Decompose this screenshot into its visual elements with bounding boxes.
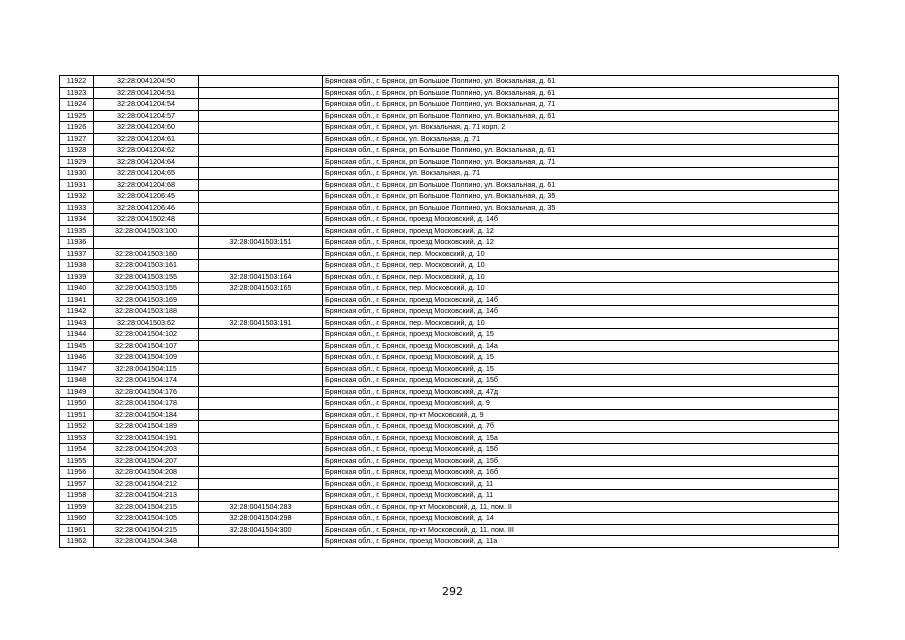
table-row [60, 99, 839, 111]
row-number-cell: 11932 [60, 191, 94, 203]
address-cell: Брянская обл., г. Брянск, проезд Московский, д. 16б [323, 467, 839, 479]
linked-cadastral-number-cell: 32:28:0041504:300 [199, 524, 323, 536]
cadastral-number-cell: 32:28:0041504:203 [94, 444, 199, 456]
address-cell: Брянская обл., г. Брянск, пр-кт Московский, д. 9 [323, 409, 839, 421]
row-number-cell: 11937 [60, 248, 94, 260]
address-cell: Брянская обл., г. Брянск, рп Большое Полпино, ул. Вокзальная, д. 35 [323, 202, 839, 214]
cadastral-number-cell: 32:28:0041204:60 [94, 122, 199, 134]
linked-cadastral-number-cell [199, 145, 323, 157]
cadastral-number-cell: 32:28:0041504:213 [94, 490, 199, 502]
address-cell: Брянская обл., г. Брянск, проезд Московский, д. 7б [323, 421, 839, 433]
row-number-cell: 11939 [60, 271, 94, 283]
cadastral-number-cell: 32:28:0041503:169 [94, 294, 199, 306]
address-cell: Брянская обл., г. Брянск, пр-кт Московский, д. 11, пом. III [323, 524, 839, 536]
table-row [60, 386, 839, 398]
row-number-cell: 11926 [60, 122, 94, 134]
address-cell: Брянская обл., г. Брянск, проезд Московский, д. 15а [323, 432, 839, 444]
row-number-cell: 11948 [60, 375, 94, 387]
address-cell: Брянская обл., г. Брянск, проезд Московский, д. 11а [323, 536, 839, 548]
row-number-cell: 11955 [60, 455, 94, 467]
table-row [60, 283, 839, 295]
linked-cadastral-number-cell [199, 375, 323, 387]
cadastral-number-cell: 32:28:0041503:155 [94, 271, 199, 283]
linked-cadastral-number-cell [199, 76, 323, 88]
row-number-cell: 11959 [60, 501, 94, 513]
cadastral-number-cell: 32:28:0041503:155 [94, 283, 199, 295]
row-number-cell: 11941 [60, 294, 94, 306]
address-cell: Брянская обл., г. Брянск, проезд Московский, д. 12 [323, 225, 839, 237]
table-row [60, 306, 839, 318]
address-cell: Брянская обл., г. Брянск, проезд Московский, д. 15б [323, 444, 839, 456]
cadastral-number-cell: 32:28:0041204:57 [94, 110, 199, 122]
cadastral-number-cell: 32:28:0041204:50 [94, 76, 199, 88]
address-cell: Брянская обл., г. Брянск, проезд Московский, д. 11 [323, 490, 839, 502]
cadastral-number-cell: 32:28:0041504:184 [94, 409, 199, 421]
address-cell: Брянская обл., г. Брянск, проезд Московский, д. 15 [323, 363, 839, 375]
row-number-cell: 11936 [60, 237, 94, 249]
address-cell: Брянская обл., г. Брянск, проезд Московский, д. 14б [323, 214, 839, 226]
table-row [60, 513, 839, 525]
cadastral-number-cell: 32:28:0041204:65 [94, 168, 199, 180]
cadastral-number-cell: 32:28:0041503:160 [94, 248, 199, 260]
table-row [60, 225, 839, 237]
linked-cadastral-number-cell [199, 386, 323, 398]
cadastral-number-cell: 32:28:0041504:107 [94, 340, 199, 352]
linked-cadastral-number-cell [199, 478, 323, 490]
row-number-cell: 11958 [60, 490, 94, 502]
address-cell: Брянская обл., г. Брянск, рп Большое Полпино, ул. Вокзальная, д. 61 [323, 76, 839, 88]
table-row [60, 248, 839, 260]
table-row [60, 133, 839, 145]
cadastral-number-cell: 32:28:0041502:48 [94, 214, 199, 226]
linked-cadastral-number-cell [199, 329, 323, 341]
cadastral-number-cell: 32:28:0041503:62 [94, 317, 199, 329]
linked-cadastral-number-cell [199, 225, 323, 237]
table-row [60, 524, 839, 536]
row-number-cell: 11934 [60, 214, 94, 226]
table-row [60, 455, 839, 467]
address-cell: Брянская обл., г. Брянск, проезд Московский, д. 15б [323, 375, 839, 387]
row-number-cell: 11930 [60, 168, 94, 180]
address-cell: Брянская обл., г. Брянск, проезд Московский, д. 15б [323, 455, 839, 467]
address-cell: Брянская обл., г. Брянск, проезд Московский, д. 11 [323, 478, 839, 490]
row-number-cell: 11949 [60, 386, 94, 398]
address-cell: Брянская обл., г. Брянск, рп Большое Полпино, ул. Вокзальная, д. 61 [323, 110, 839, 122]
cadastral-number-cell: 32:28:0041504:174 [94, 375, 199, 387]
cadastral-number-cell: 32:28:0041503:161 [94, 260, 199, 272]
linked-cadastral-number-cell [199, 455, 323, 467]
linked-cadastral-number-cell: 32:28:0041504:298 [199, 513, 323, 525]
cadastral-number-cell: 32:28:0041504:189 [94, 421, 199, 433]
row-number-cell: 11929 [60, 156, 94, 168]
table-row [60, 179, 839, 191]
linked-cadastral-number-cell: 32:28:0041503:151 [199, 237, 323, 249]
linked-cadastral-number-cell [199, 409, 323, 421]
linked-cadastral-number-cell [199, 363, 323, 375]
table-row [60, 87, 839, 99]
cadastral-number-cell: 32:28:0041504:208 [94, 467, 199, 479]
row-number-cell: 11927 [60, 133, 94, 145]
table-row [60, 294, 839, 306]
row-number-cell: 11925 [60, 110, 94, 122]
linked-cadastral-number-cell [199, 168, 323, 180]
row-number-cell: 11953 [60, 432, 94, 444]
row-number-cell: 11957 [60, 478, 94, 490]
row-number-cell: 11945 [60, 340, 94, 352]
row-number-cell: 11956 [60, 467, 94, 479]
linked-cadastral-number-cell: 32:28:0041503:164 [199, 271, 323, 283]
cadastral-number-cell: 32:28:0041504:191 [94, 432, 199, 444]
row-number-cell: 11942 [60, 306, 94, 318]
linked-cadastral-number-cell [199, 191, 323, 203]
row-number-cell: 11946 [60, 352, 94, 364]
cadastral-number-cell: 32:28:0041504:215 [94, 524, 199, 536]
table-row [60, 317, 839, 329]
cadastral-number-cell: 32:28:0041503:188 [94, 306, 199, 318]
row-number-cell: 11928 [60, 145, 94, 157]
cadastral-number-cell: 32:28:0041504:215 [94, 501, 199, 513]
cadastral-number-cell: 32:28:0041504:212 [94, 478, 199, 490]
table-row [60, 398, 839, 410]
address-cell: Брянская обл., г. Брянск, рп Большое Полпино, ул. Вокзальная, д. 61 [323, 179, 839, 191]
address-cell: Брянская обл., г. Брянск, пер. Московский, д. 10 [323, 248, 839, 260]
linked-cadastral-number-cell: 32:28:0041503:191 [199, 317, 323, 329]
table-row [60, 340, 839, 352]
row-number-cell: 11960 [60, 513, 94, 525]
row-number-cell: 11923 [60, 87, 94, 99]
row-number-cell: 11962 [60, 536, 94, 548]
table-row [60, 421, 839, 433]
table-row [60, 409, 839, 421]
row-number-cell: 11943 [60, 317, 94, 329]
address-cell: Брянская обл., г. Брянск, рп Большое Полпино, ул. Вокзальная, д. 35 [323, 191, 839, 203]
cadastral-number-cell: 32:28:0041204:54 [94, 99, 199, 111]
cadastral-number-cell: 32:28:0041204:51 [94, 87, 199, 99]
row-number-cell: 11924 [60, 99, 94, 111]
table-row [60, 363, 839, 375]
linked-cadastral-number-cell [199, 294, 323, 306]
table-row [60, 168, 839, 180]
cadastral-number-cell: 32:28:0041204:64 [94, 156, 199, 168]
address-cell: Брянская обл., г. Брянск, проезд Московский, д. 47д [323, 386, 839, 398]
address-cell: Брянская обл., г. Брянск, пр-кт Московский, д. 11, пом. II [323, 501, 839, 513]
row-number-cell: 11940 [60, 283, 94, 295]
cadastral-number-cell: 32:28:0041504:109 [94, 352, 199, 364]
linked-cadastral-number-cell: 32:28:0041503:165 [199, 283, 323, 295]
address-cell: Брянская обл., г. Брянск, рп Большое Полпино, ул. Вокзальная, д. 61 [323, 145, 839, 157]
linked-cadastral-number-cell [199, 432, 323, 444]
table-row [60, 490, 839, 502]
cadastral-number-cell: 32:28:0041204:62 [94, 145, 199, 157]
page-number: 292 [442, 585, 463, 598]
linked-cadastral-number-cell [199, 214, 323, 226]
address-cell: Брянская обл., г. Брянск, пер. Московский, д. 10 [323, 317, 839, 329]
cadastral-number-cell: 32:28:0041504:348 [94, 536, 199, 548]
linked-cadastral-number-cell [199, 99, 323, 111]
cadastral-number-cell: 32:28:0041204:68 [94, 179, 199, 191]
table-row [60, 432, 839, 444]
row-number-cell: 11938 [60, 260, 94, 272]
linked-cadastral-number-cell [199, 536, 323, 548]
table-row [60, 329, 839, 341]
linked-cadastral-number-cell [199, 490, 323, 502]
linked-cadastral-number-cell [199, 87, 323, 99]
table-row [60, 237, 839, 249]
table-row [60, 191, 839, 203]
linked-cadastral-number-cell: 32:28:0041504:283 [199, 501, 323, 513]
table-row [60, 501, 839, 513]
linked-cadastral-number-cell [199, 398, 323, 410]
address-cell: Брянская обл., г. Брянск, проезд Московский, д. 14б [323, 294, 839, 306]
linked-cadastral-number-cell [199, 260, 323, 272]
row-number-cell: 11952 [60, 421, 94, 433]
linked-cadastral-number-cell [199, 352, 323, 364]
address-cell: Брянская обл., г. Брянск, рп Большое Полпино, ул. Вокзальная, д. 61 [323, 87, 839, 99]
table-row [60, 375, 839, 387]
linked-cadastral-number-cell [199, 444, 323, 456]
address-cell: Брянская обл., г. Брянск, рп Большое Полпино, ул. Вокзальная, д. 71 [323, 156, 839, 168]
address-cell: Брянская обл., г. Брянск, пер. Московский, д. 10 [323, 271, 839, 283]
table-row [60, 467, 839, 479]
linked-cadastral-number-cell [199, 421, 323, 433]
row-number-cell: 11947 [60, 363, 94, 375]
table-row [60, 122, 839, 134]
row-number-cell: 11933 [60, 202, 94, 214]
address-cell: Брянская обл., г. Брянск, проезд Московский, д. 9 [323, 398, 839, 410]
cadastral-number-cell: 32:28:0041504:178 [94, 398, 199, 410]
address-cell: Брянская обл., г. Брянск, пер. Московский, д. 10 [323, 283, 839, 295]
row-number-cell: 11944 [60, 329, 94, 341]
table-row [60, 260, 839, 272]
address-cell: Брянская обл., г. Брянск, проезд Московский, д. 14 [323, 513, 839, 525]
address-cell: Брянская обл., г. Брянск, рп Большое Полпино, ул. Вокзальная, д. 71 [323, 99, 839, 111]
address-cell: Брянская обл., г. Брянск, пер. Московский, д. 10 [323, 260, 839, 272]
linked-cadastral-number-cell [199, 122, 323, 134]
row-number-cell: 11935 [60, 225, 94, 237]
linked-cadastral-number-cell [199, 306, 323, 318]
cadastral-number-cell: 32:28:0041504:207 [94, 455, 199, 467]
linked-cadastral-number-cell [199, 179, 323, 191]
address-cell: Брянская обл., г. Брянск, проезд Московский, д. 15 [323, 352, 839, 364]
table-row [60, 478, 839, 490]
address-cell: Брянская обл., г. Брянск, проезд Московский, д. 14а [323, 340, 839, 352]
address-cell: Брянская обл., г. Брянск, ул. Вокзальная, д. 71 [323, 168, 839, 180]
linked-cadastral-number-cell [199, 340, 323, 352]
cadastral-number-cell: 32:28:0041504:115 [94, 363, 199, 375]
table-row [60, 352, 839, 364]
cadastral-number-cell: 32:28:0041504:176 [94, 386, 199, 398]
table-row [60, 156, 839, 168]
linked-cadastral-number-cell [199, 202, 323, 214]
property-table-body [60, 76, 839, 548]
linked-cadastral-number-cell [199, 467, 323, 479]
table-row [60, 536, 839, 548]
row-number-cell: 11931 [60, 179, 94, 191]
address-cell: Брянская обл., г. Брянск, ул. Вокзальная, д. 71 [323, 133, 839, 145]
address-cell: Брянская обл., г. Брянск, ул. Вокзальная, д. 71 корп. 2 [323, 122, 839, 134]
property-table [59, 75, 839, 548]
linked-cadastral-number-cell [199, 248, 323, 260]
row-number-cell: 11961 [60, 524, 94, 536]
cadastral-number-cell: 32:28:0041503:100 [94, 225, 199, 237]
cadastral-number-cell [94, 237, 199, 249]
table-row [60, 214, 839, 226]
table-row [60, 110, 839, 122]
cadastral-number-cell: 32:28:0041204:61 [94, 133, 199, 145]
linked-cadastral-number-cell [199, 133, 323, 145]
table-row [60, 76, 839, 88]
cadastral-number-cell: 32:28:0041206:46 [94, 202, 199, 214]
address-cell: Брянская обл., г. Брянск, проезд Московский, д. 12 [323, 237, 839, 249]
cadastral-number-cell: 32:28:0041206:45 [94, 191, 199, 203]
table-row [60, 202, 839, 214]
row-number-cell: 11954 [60, 444, 94, 456]
address-cell: Брянская обл., г. Брянск, проезд Московский, д. 14б [323, 306, 839, 318]
cadastral-number-cell: 32:28:0041504:105 [94, 513, 199, 525]
table-row [60, 271, 839, 283]
table-row [60, 145, 839, 157]
cadastral-number-cell: 32:28:0041504:102 [94, 329, 199, 341]
row-number-cell: 11951 [60, 409, 94, 421]
table-row [60, 444, 839, 456]
linked-cadastral-number-cell [199, 110, 323, 122]
row-number-cell: 11922 [60, 76, 94, 88]
row-number-cell: 11950 [60, 398, 94, 410]
linked-cadastral-number-cell [199, 156, 323, 168]
address-cell: Брянская обл., г. Брянск, проезд Московский, д. 15 [323, 329, 839, 341]
